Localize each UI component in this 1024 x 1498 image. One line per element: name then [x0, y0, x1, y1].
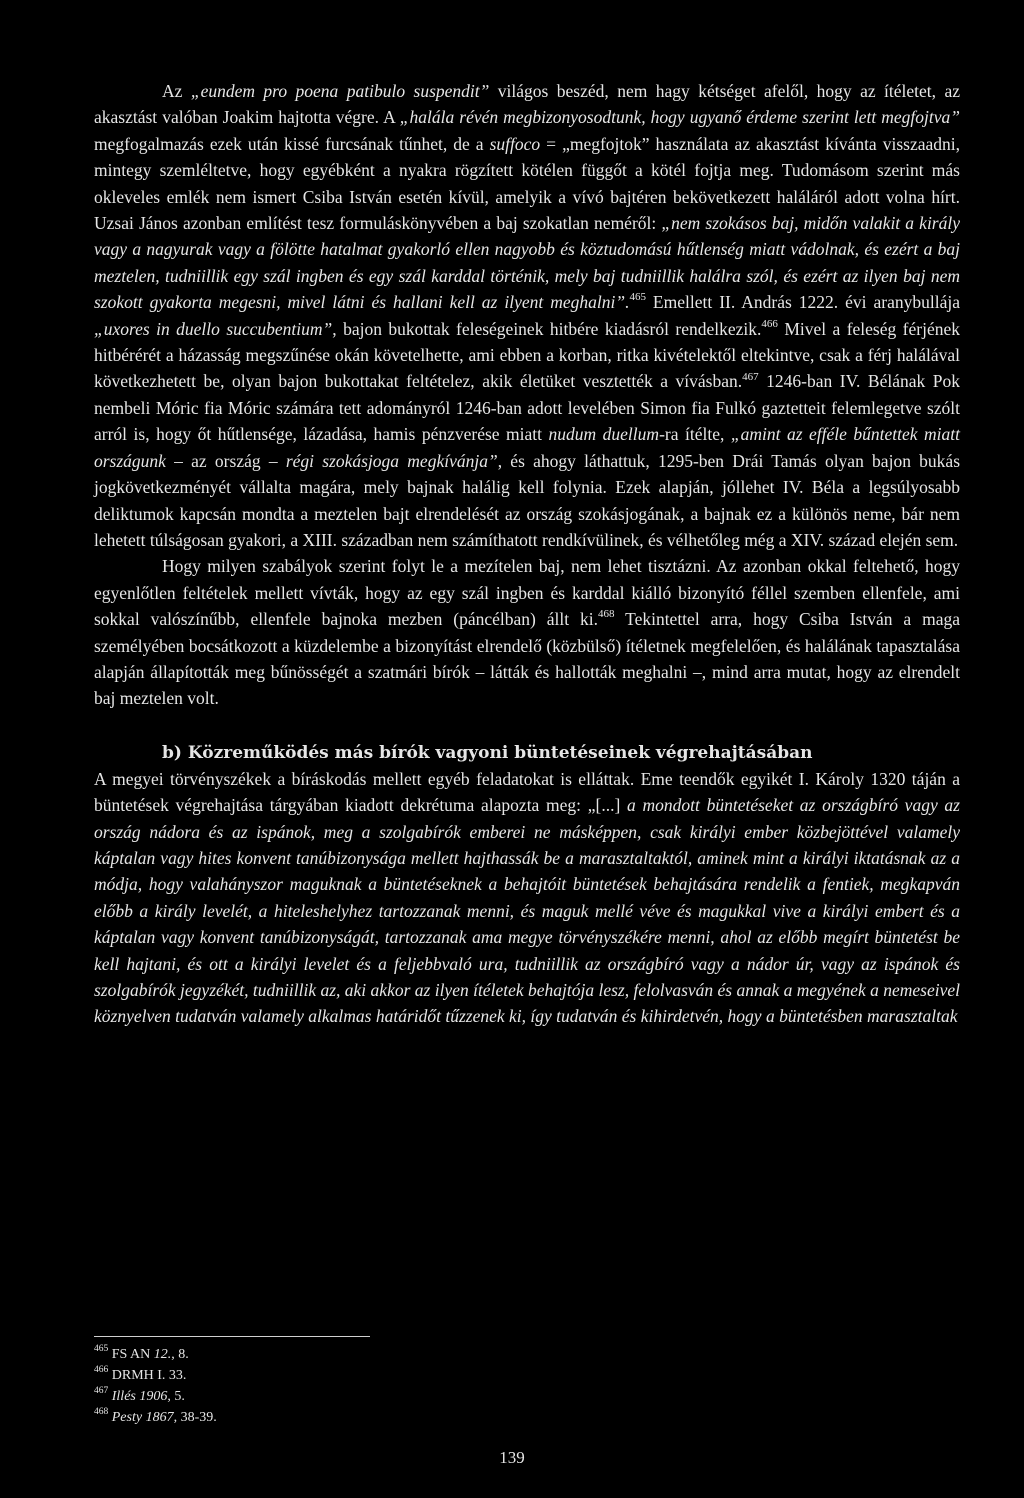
- paragraph-2: [94, 553, 960, 711]
- footnote-item: [94, 1386, 694, 1407]
- text-span: megfogalmazás ezek után kissé furcsának tűnhet, de a: [94, 133, 490, 154]
- text-span: Mivel a feleség férjének hitbérérét a házasság megszűnése okán követelhette, ami ebben a korban, ritka kivételektől eltekintve, csak a férj halálával következhetett be, olyan bajon bukottakat feltételez, akik életüket vesztették a vívásban.: [94, 318, 960, 392]
- footnote-number: 468: [94, 1407, 109, 1418]
- footnote-ref: 467: [742, 370, 759, 383]
- italic-span: suffoco: [489, 133, 541, 154]
- italic-span: régi szokásjoga megkívánja”: [285, 450, 498, 471]
- text-span: A megyei törvényszékek a bíráskodás mellett egyéb feladatokat is elláttak. Eme teendők egyikét I. Károly 1320 táján a büntetések végrehajtása tárgyában kiadott dekrétuma alapozta meg: „[...]: [94, 768, 960, 816]
- text-span: 1246-ban IV. Bélának Pok nembeli Móric fia Móric számára tett adományról 1246-ban adott levelében Simon fia Fulkó gaztetteit felemlegetve szólt arról is, hogy őt hűtlensége, lázadása, hamis pénzverése miatt: [94, 371, 960, 445]
- text-span: Az: [162, 81, 191, 101]
- text-span: , 8.: [171, 1347, 189, 1362]
- footnote-ref: 466: [761, 317, 778, 330]
- text-span: Emellett II. András 1222. évi aranybullája: [645, 292, 960, 313]
- text-span: világos beszéd, nem hagy kétséget afelől, hogy az ítéletet, az akasztást valóban Joakim hajtotta végre. A: [94, 81, 961, 128]
- text-span: = „megfojtok” használata az akasztást kívánta visszaadni, mintegy szemléltetve, hogy egyébként a nyakra rögzített kötélen függőt a kötél fojtja meg. Tudomásom szerint más okleveles emlék nem ismert Csiba István esetén kívül, amelyik a vívó bajtéren bekövetkezett haláláról adott volna hírt. Uzsai János azonban említést tesz formuláskönyvében a baj szokatlan neméről:: [94, 133, 960, 234]
- page-body: [94, 78, 960, 1030]
- footnotes: [94, 1344, 694, 1428]
- italic-span: Pesty 1867: [111, 1410, 174, 1425]
- text-span: , bajon bukottak feleségeinek hitbére kiadásról rendelkezik.: [332, 318, 762, 339]
- italic-span: a mondott büntetéseket az országbíró vagy az ország nádora és az ispánok, meg a szolgabírók emberei ne másképpen, csak királyi ember közbejöttével valamely káptalan vagy hites konvent tanúbizonysága mellett hajthassák be a marasztaltaktól, aminek mint a királyi iktatásnak az a módja, hogy valahányszor maguknak a büntetéseknek a behajtóit büntetések behajtására rendelik a fentiek, megkapván előbb a király levelét, a hiteleshelyhez tartozzanak menni, és maguk mellé véve és magukkal vive a királyi embert és a káptalan vagy konvent tanúbizonyságát, tartozzanak ama megye törvényszékére menni, ahol az előbb megírt büntetést be kell hajtani, és ott a királyi levelet és a feljebbvaló ura, tudniillik az országbíró vagy a nádor úr, vagy az ispánok és szolgabírók jegyzékét, tudniillik az, aki akkor az ilyen ítéletek behajtója lesz, felolvasván és annak a megyének a nemeseivel köznyelven tudatván valamely alkalmas határidőt tűzzenek ki, így tudatván és kihirdetvén, hogy a büntetésben marasztaltak: [94, 795, 960, 1027]
- text-span: -ra ítélte,: [659, 424, 731, 445]
- italic-span: „eundem pro poena patibulo suspendit”: [190, 81, 490, 101]
- footnote-item: [94, 1407, 694, 1428]
- text-span: , és ahogy láthattuk, 1295-ben Drái Tamás olyan bajon bukás jogkövetkezményét vállalta magára, mely bajnak halálig kell folynia. Ezek alapján, jóllehet IV. Béla a legsúlyosabb deliktumok kapcsán mondta a meztelen bajt elrendelését az ország szokásjogának, a bajnak ez a különös neme, bár nem lehetett túlságosan gyakori, a XIII. században nem számíthatott rendkívülinek, és vélhetőleg még a XIV. század elején sem.: [94, 450, 960, 550]
- paragraph-3: [94, 766, 960, 1030]
- section-heading: b) Közreműködés más bírók vagyoni büntetéseinek végrehajtásában: [162, 742, 813, 763]
- page-number: 139: [499, 1448, 525, 1467]
- text-span: Hogy milyen szabályok szerint folyt le a mezítelen baj, nem lehet tisztázni. Az azonban okkal feltehető, hogy egyenlőtlen feltételek mellett vívták, hogy az egy szál ingben és karddal kiálló bizonyító féllel szemben ellenfele, ami sokkal valószínűbb, ellenfele bajnoka mezben (páncélban) állt ki.: [94, 556, 960, 630]
- text-span: Tekintettel arra, hogy Csiba István a maga személyében bocsátkozott a küzdelembe a bizonyítást elrendelő (közbülső) ítéletnek megfelelően, és halálának tapasztalása alapján állapították meg bűnösségét a szatmári bírók – látták és hallották meghalni –, mind arra mutat, hogy az elrendelt baj meztelen volt.: [94, 609, 961, 709]
- italic-span: „nem szokásos baj, midőn valakit a király vagy a nagyurak vagy a fölötte hatalmat gyakorló ellen nagyobb és köztudomású hűtlenség miatt vádolnak, és ezért a baj meztelen, tudniillik egy szál ingben és egy szál karddal történik, mely baj tudniillik halálra szól, és ezért az ilyen baj nem szokott gyakorta megesni, mivel látni és hallani kell az ilyent meghalni”.: [94, 213, 960, 313]
- paragraph-1: [94, 78, 960, 553]
- text-span: FS AN: [111, 1347, 154, 1362]
- italic-span: „amint az efféle bűntettek miatt országunk: [94, 424, 960, 471]
- italic-span: 12.: [153, 1347, 172, 1362]
- footnote-number: 466: [94, 1365, 109, 1376]
- text-span: , 5.: [167, 1389, 185, 1404]
- italic-span: Illés 1906: [111, 1389, 168, 1404]
- footnote-separator: [94, 1336, 370, 1337]
- text-span: DRMH I. 33.: [111, 1368, 187, 1383]
- italic-span: „uxores in duello succubentium”: [94, 318, 333, 339]
- footnote-number: 465: [94, 1344, 109, 1355]
- text-span: – az ország –: [165, 450, 286, 471]
- text-span: , 38-39.: [173, 1410, 217, 1425]
- footnote-ref: 465: [629, 291, 646, 304]
- footnote-ref: 468: [598, 608, 615, 621]
- footnote-item: [94, 1365, 694, 1386]
- footnote-item: [94, 1344, 694, 1365]
- italic-span: „halála révén megbizonyosodtunk, hogy ugyanő érdeme szerint lett megfojtva”: [399, 107, 960, 128]
- italic-span: nudum duellum: [548, 424, 660, 445]
- footnote-number: 467: [94, 1386, 109, 1397]
